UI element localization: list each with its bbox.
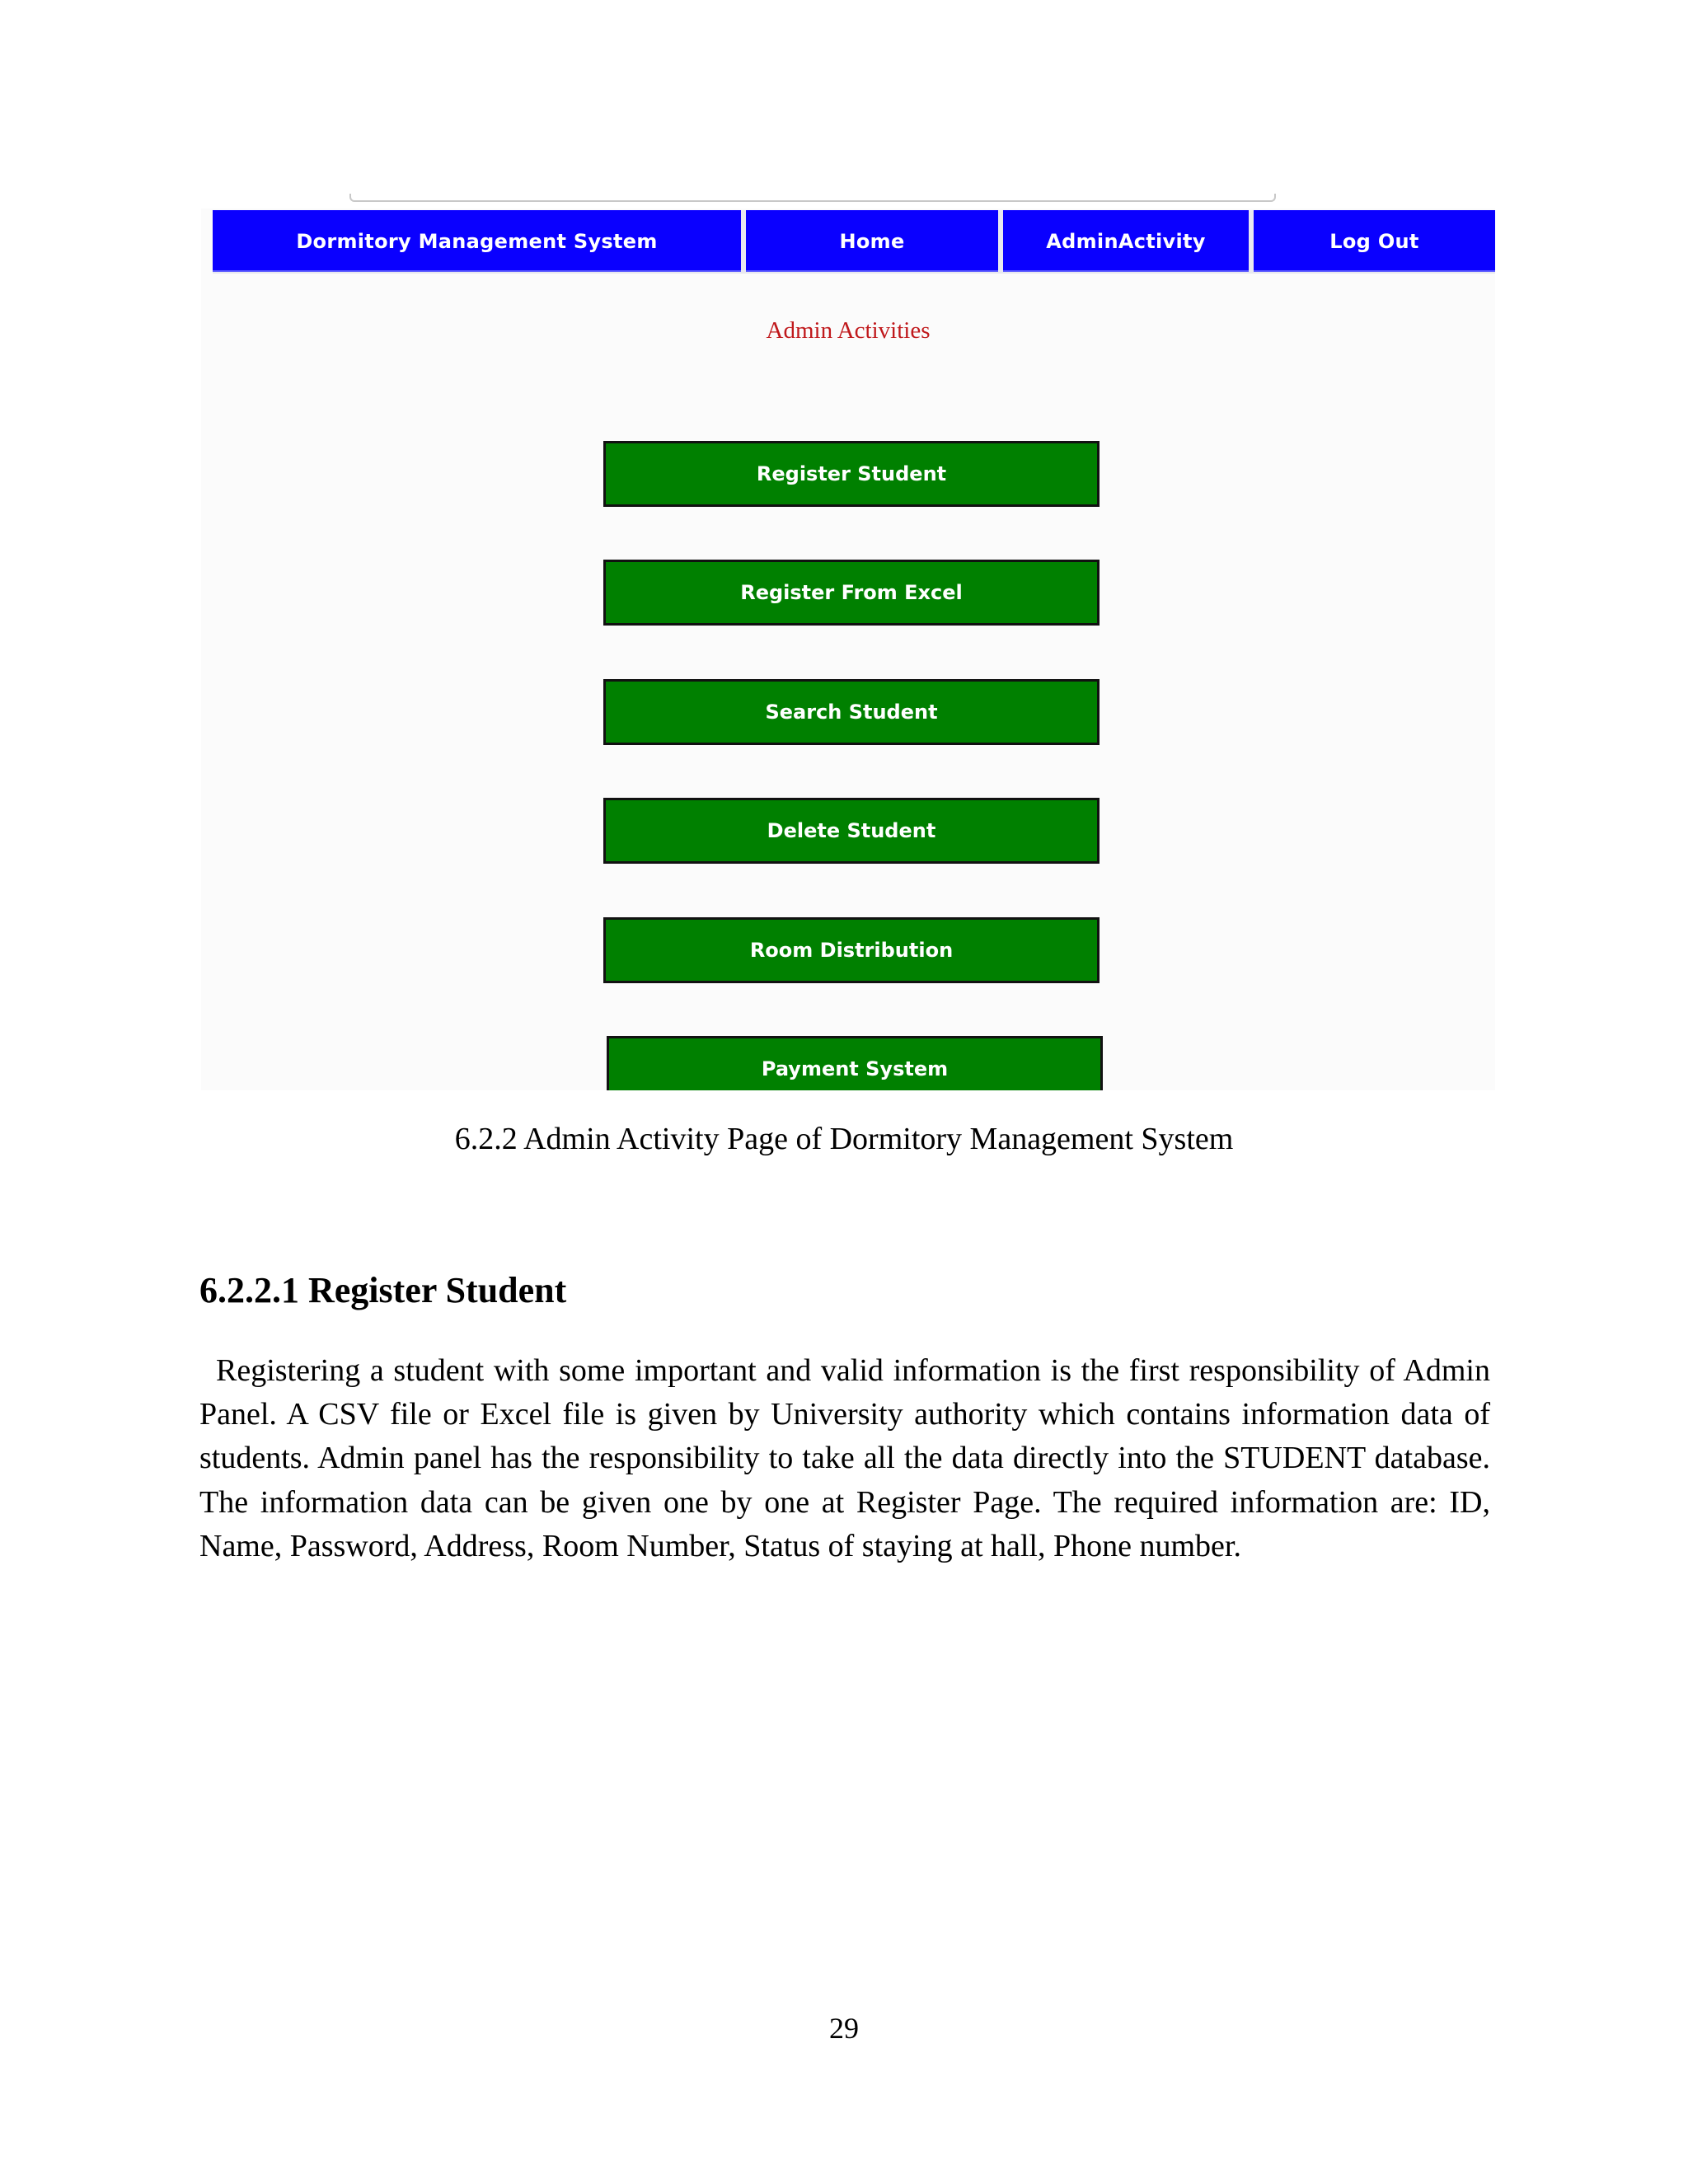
page-title: Admin Activities bbox=[766, 317, 931, 344]
delete-student-button[interactable]: Delete Student bbox=[603, 798, 1100, 864]
register-from-excel-button[interactable]: Register From Excel bbox=[603, 560, 1100, 626]
nav-brand-link[interactable]: Dormitory Management System bbox=[213, 210, 741, 272]
search-student-button[interactable]: Search Student bbox=[603, 679, 1100, 745]
top-navbar bbox=[213, 210, 1495, 274]
nav-home-link[interactable]: Home bbox=[746, 210, 998, 272]
nav-admin-activity-link[interactable]: AdminActivity bbox=[1003, 210, 1249, 272]
section-paragraph: Registering a student with some important and valid information is the first responsibility of Admin Panel. A CSV file or Excel file is given by University authority which contains information data of students. Admin panel has the responsibility to take all the data directly into the STUDENT database. The information data can be given one by one at Register Page. The required information are: ID, Name, Password, Address, Room Number, Status of staying at hall, Phone number. bbox=[199, 1353, 1490, 1563]
register-student-button[interactable]: Register Student bbox=[603, 441, 1100, 507]
admin-activity-screenshot bbox=[201, 194, 1495, 1090]
section-heading: 6.2.2.1 Register Student bbox=[199, 1270, 567, 1310]
figure-caption: 6.2.2 Admin Activity Page of Dormitory Management System bbox=[454, 1122, 1234, 1156]
payment-system-button[interactable]: Payment System bbox=[607, 1036, 1103, 1090]
address-bar[interactable] bbox=[349, 194, 1276, 202]
page-number: 29 bbox=[829, 2012, 859, 2045]
nav-logout-link[interactable]: Log Out bbox=[1254, 210, 1495, 272]
room-distribution-button[interactable]: Room Distribution bbox=[603, 917, 1100, 983]
browser-top-strip bbox=[201, 194, 1495, 209]
